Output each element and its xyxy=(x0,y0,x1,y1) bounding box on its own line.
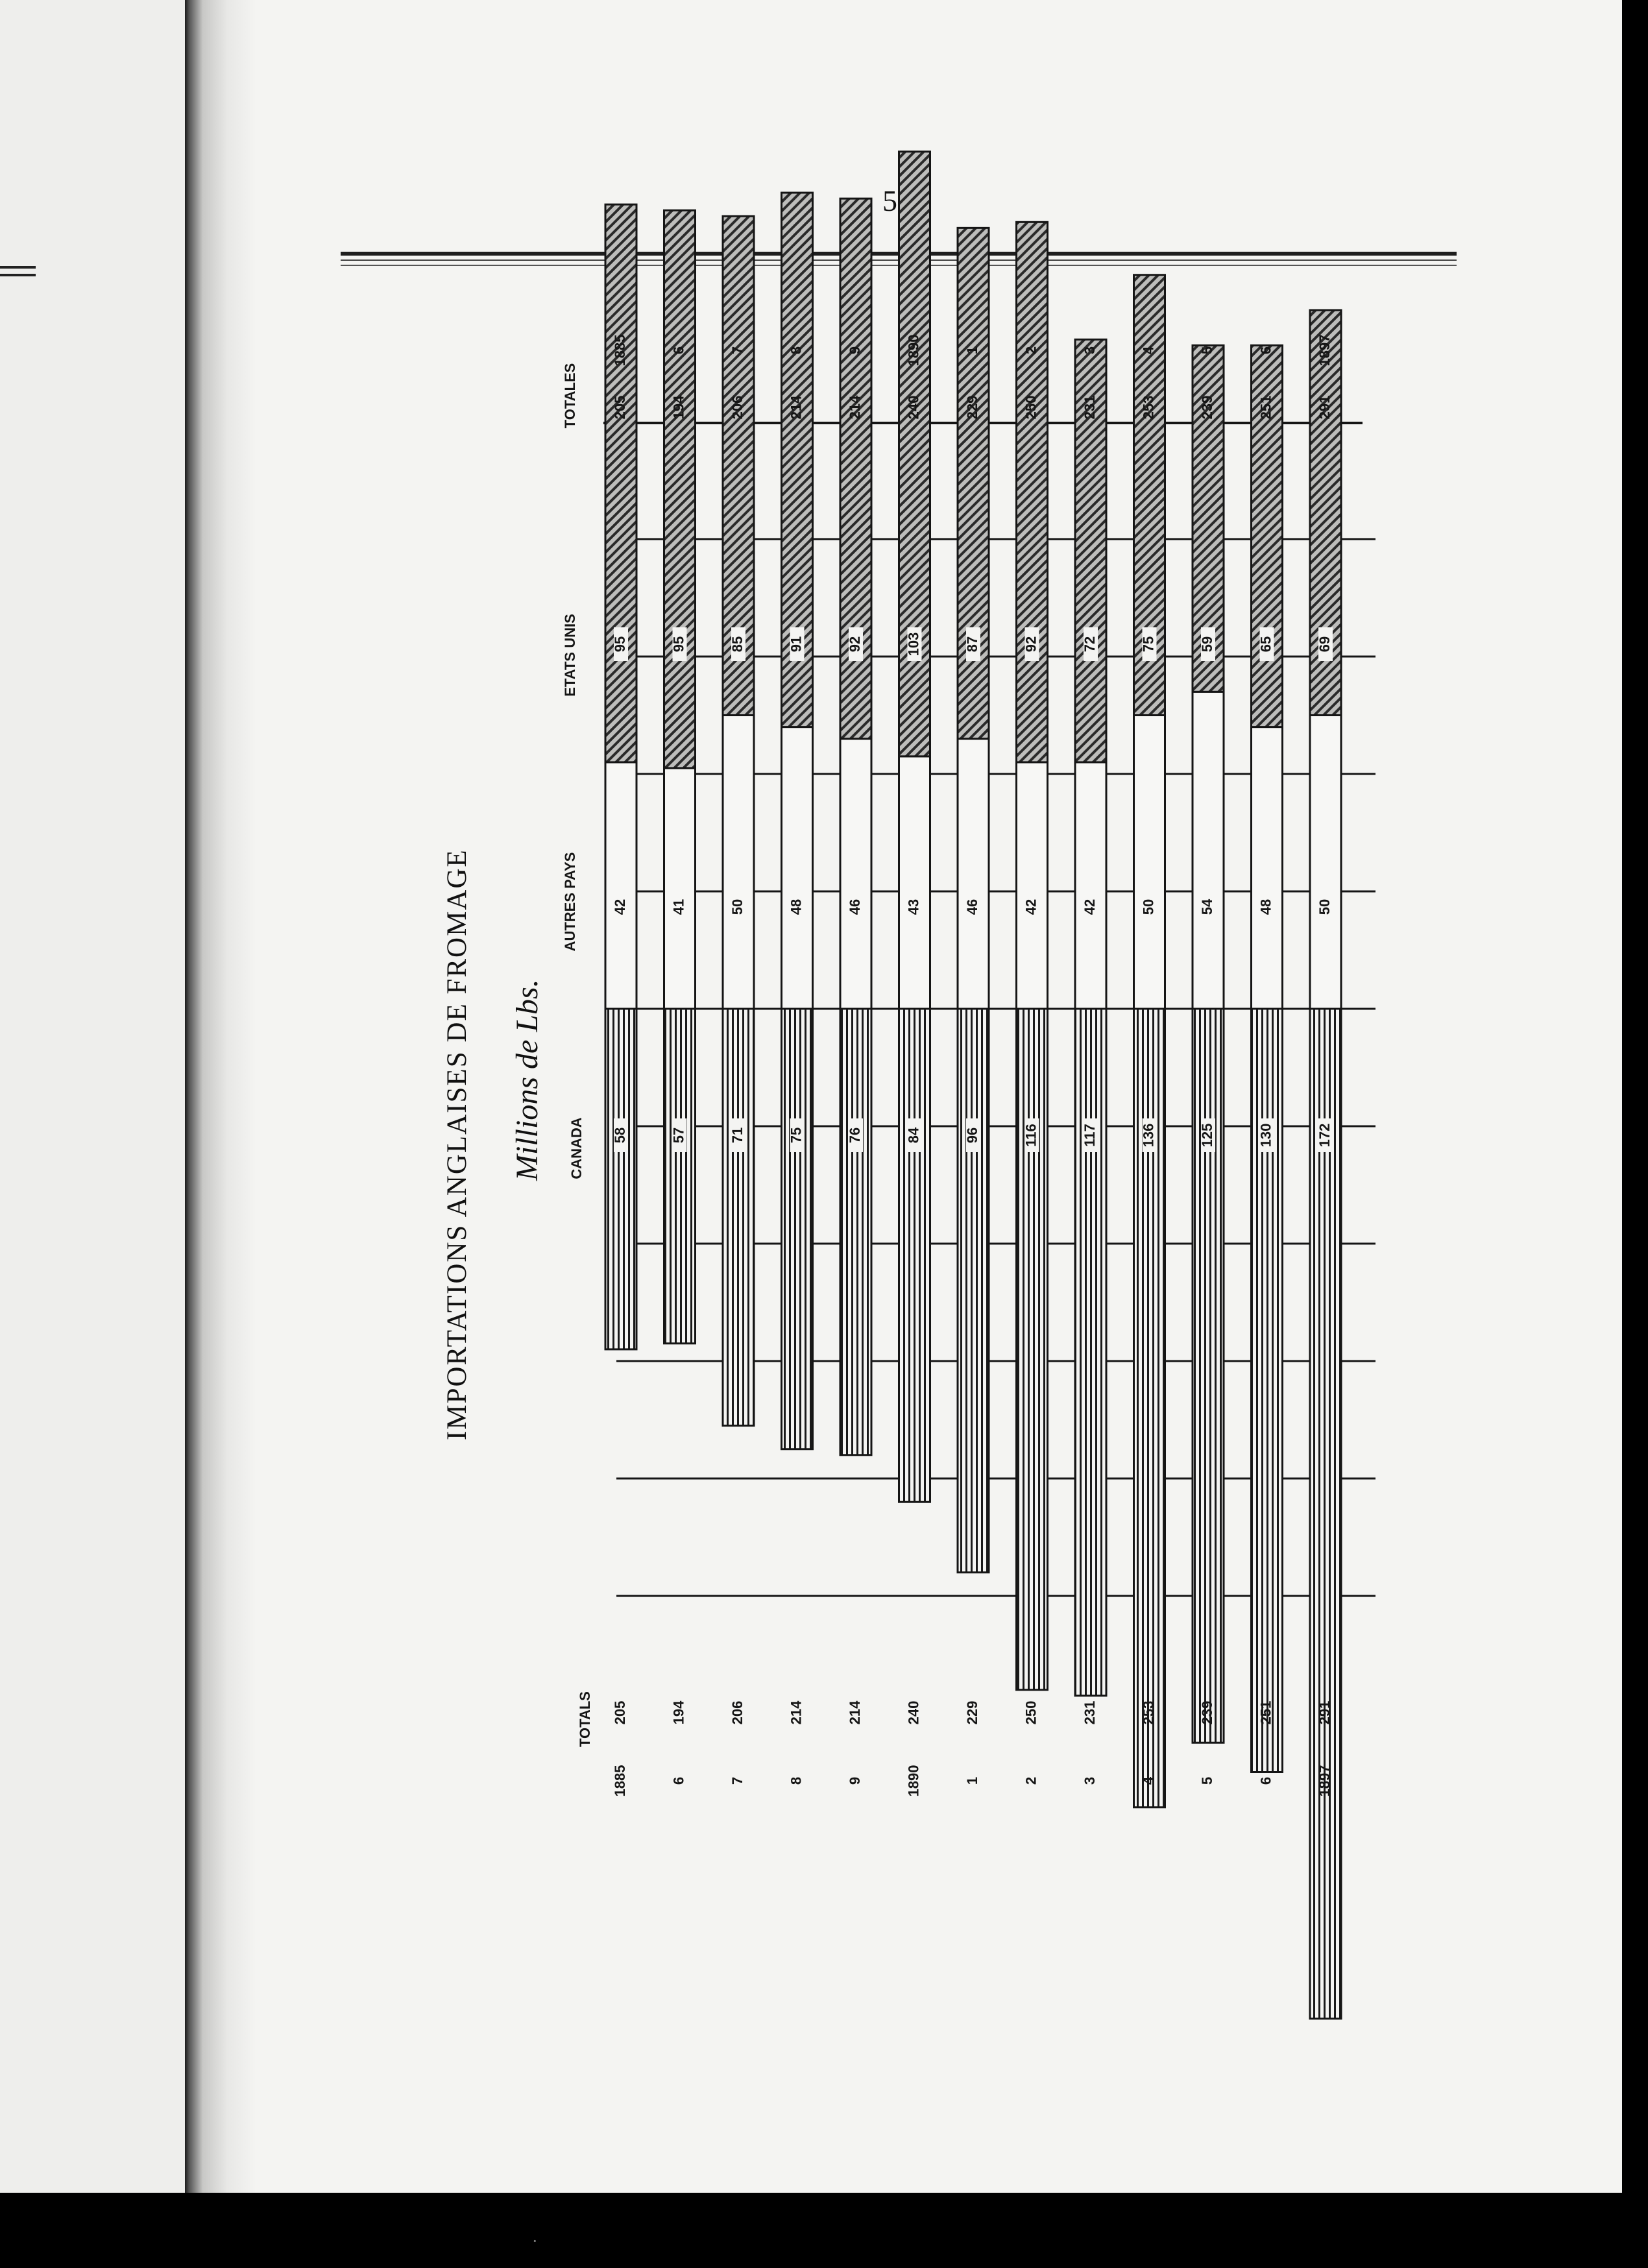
bar-canada xyxy=(899,1009,930,1502)
bar-canada xyxy=(605,1009,636,1349)
bar-autres-pays xyxy=(782,727,813,1009)
legend-autres-pays: AUTRES PAYS xyxy=(561,852,578,952)
total-bottom-label: 250 xyxy=(1023,1700,1039,1725)
autres-pays-value-label: 42 xyxy=(1081,899,1098,915)
page-number: 5 xyxy=(882,184,897,217)
total-top-label: 240 xyxy=(905,395,922,420)
total-top-label: 205 xyxy=(611,395,628,420)
etats-unis-value-label: 65 xyxy=(1257,636,1274,653)
bar-autres-pays xyxy=(899,756,930,1009)
autres-pays-value-label: 50 xyxy=(1316,899,1333,915)
year-top-label: 1885 xyxy=(611,334,628,367)
year-bottom-label: 3 xyxy=(1081,1776,1098,1785)
canada-value-label: 96 xyxy=(963,1127,980,1144)
total-top-label: 250 xyxy=(1023,395,1039,420)
autres-pays-value-label: 41 xyxy=(670,899,687,915)
year-top-label: 9 xyxy=(846,346,863,355)
total-bottom-label: 253 xyxy=(1140,1700,1157,1725)
bar-etats-unis xyxy=(605,204,636,762)
etats-unis-value-label: 91 xyxy=(788,636,805,653)
year-top-label: 3 xyxy=(1081,346,1098,355)
chart-subtitle: Millions de Lbs. xyxy=(510,979,544,1181)
autres-pays-value-label: 54 xyxy=(1198,899,1215,915)
year-top-label: 2 xyxy=(1023,346,1039,355)
year-top-label: 6 xyxy=(670,346,687,355)
bar-autres-pays xyxy=(664,768,696,1009)
totals-header-bottom: TOTALS xyxy=(576,1691,593,1747)
etats-unis-value-label: 72 xyxy=(1081,636,1098,653)
canada-value-label: 117 xyxy=(1081,1124,1098,1147)
bar-canada xyxy=(1075,1009,1106,1696)
bar-canada xyxy=(723,1009,754,1426)
total-top-label: 231 xyxy=(1081,395,1098,420)
total-top-label: 239 xyxy=(1198,395,1215,420)
bar-canada xyxy=(958,1009,989,1573)
year-top-label: 4 xyxy=(1140,346,1157,355)
autres-pays-value-label: 48 xyxy=(1257,899,1274,915)
bar-canada xyxy=(782,1009,813,1449)
total-top-label: 214 xyxy=(788,395,805,420)
total-bottom-label: 194 xyxy=(670,1700,687,1725)
bar-autres-pays xyxy=(840,739,871,1009)
total-bottom-label: 214 xyxy=(788,1700,805,1725)
etats-unis-value-label: 69 xyxy=(1316,636,1333,653)
total-top-label: 214 xyxy=(846,395,863,420)
year-bottom-label: 1885 xyxy=(611,1765,628,1797)
year-top-label: 1897 xyxy=(1316,334,1333,367)
legend-canada: CANADA xyxy=(568,1117,585,1179)
etats-unis-value-label: 92 xyxy=(1023,636,1039,653)
etats-unis-value-label: 59 xyxy=(1198,636,1215,653)
year-top-label: 1 xyxy=(963,346,980,355)
autres-pays-value-label: 46 xyxy=(963,899,980,915)
year-bottom-label: 5 xyxy=(1198,1776,1215,1785)
bar-autres-pays xyxy=(1310,716,1341,1009)
year-top-label: 6 xyxy=(1257,346,1274,355)
autres-pays-value-label: 50 xyxy=(1140,899,1157,915)
canada-value-label: 58 xyxy=(611,1127,628,1144)
legend-etats-unis: ETATS UNIS xyxy=(561,614,578,697)
totals-header-top: TOTALES xyxy=(561,363,578,429)
canada-value-label: 130 xyxy=(1257,1123,1274,1148)
bar-canada xyxy=(1017,1009,1048,1690)
bar-autres-pays xyxy=(723,716,754,1009)
bar-autres-pays xyxy=(1134,716,1165,1009)
total-top-label: 253 xyxy=(1140,395,1157,420)
total-top-label: 229 xyxy=(963,395,980,420)
year-bottom-label: 1897 xyxy=(1316,1765,1333,1797)
year-top-label: 5 xyxy=(1198,346,1215,355)
total-top-label: 206 xyxy=(729,395,745,420)
year-bottom-label: 1 xyxy=(963,1776,980,1785)
total-bottom-label: 291 xyxy=(1316,1700,1333,1725)
bar-canada xyxy=(664,1009,696,1344)
bar-etats-unis xyxy=(1017,222,1048,762)
bar-autres-pays xyxy=(1252,727,1283,1009)
total-top-label: 291 xyxy=(1316,395,1333,420)
canada-value-label: 76 xyxy=(846,1127,863,1144)
autres-pays-value-label: 50 xyxy=(729,899,745,915)
total-bottom-label: 239 xyxy=(1198,1700,1215,1725)
bar-autres-pays xyxy=(958,739,989,1009)
year-bottom-label: 9 xyxy=(846,1776,863,1785)
etats-unis-value-label: 75 xyxy=(1140,636,1157,653)
autres-pays-value-label: 43 xyxy=(905,899,922,915)
total-bottom-label: 240 xyxy=(905,1700,922,1725)
etats-unis-value-label: 103 xyxy=(905,632,922,657)
autres-pays-value-label: 48 xyxy=(788,899,805,915)
scan-mark: · xyxy=(532,2232,538,2250)
year-bottom-label: 6 xyxy=(670,1776,687,1785)
total-bottom-label: 251 xyxy=(1257,1700,1274,1725)
etats-unis-value-label: 92 xyxy=(846,636,863,653)
autres-pays-value-label: 46 xyxy=(846,899,863,915)
canada-value-label: 57 xyxy=(670,1127,687,1144)
etats-unis-value-label: 87 xyxy=(963,636,980,653)
total-top-label: 194 xyxy=(670,395,687,420)
year-bottom-label: 6 xyxy=(1257,1776,1274,1785)
year-top-label: 7 xyxy=(729,346,745,355)
etats-unis-value-label: 95 xyxy=(611,636,628,653)
year-bottom-label: 2 xyxy=(1023,1776,1039,1785)
bar-etats-unis xyxy=(664,210,696,768)
bar-etats-unis xyxy=(958,228,989,738)
canada-value-label: 172 xyxy=(1316,1123,1333,1148)
canada-value-label: 116 xyxy=(1023,1124,1039,1147)
bar-autres-pays xyxy=(605,762,636,1009)
year-bottom-label: 8 xyxy=(788,1776,805,1785)
year-bottom-label: 4 xyxy=(1140,1776,1157,1785)
year-top-label: 8 xyxy=(788,346,805,355)
bar-autres-pays xyxy=(1075,762,1106,1009)
bar-etats-unis xyxy=(899,152,930,756)
bar-autres-pays xyxy=(1017,762,1048,1009)
year-top-label: 1890 xyxy=(905,334,922,367)
total-bottom-label: 231 xyxy=(1081,1700,1098,1725)
autres-pays-value-label: 42 xyxy=(1023,899,1039,915)
canada-value-label: 136 xyxy=(1140,1123,1157,1148)
bar-autres-pays xyxy=(1193,692,1224,1009)
bar-canada xyxy=(1310,1009,1341,2019)
total-bottom-label: 229 xyxy=(963,1700,980,1725)
total-bottom-label: 205 xyxy=(611,1700,628,1725)
total-top-label: 251 xyxy=(1257,395,1274,420)
total-bottom-label: 206 xyxy=(729,1700,745,1725)
canada-value-label: 71 xyxy=(729,1127,745,1144)
total-bottom-label: 214 xyxy=(846,1700,863,1725)
chart-title: IMPORTATIONS ANGLAISES DE FROMAGE xyxy=(442,849,472,1440)
bar-canada xyxy=(840,1009,871,1455)
canada-value-label: 75 xyxy=(788,1127,805,1144)
etats-unis-value-label: 95 xyxy=(670,636,687,653)
canada-value-label: 125 xyxy=(1198,1123,1215,1148)
autres-pays-value-label: 42 xyxy=(611,899,628,915)
etats-unis-value-label: 85 xyxy=(729,636,745,653)
year-bottom-label: 7 xyxy=(729,1776,745,1785)
year-bottom-label: 1890 xyxy=(905,1765,922,1797)
canada-value-label: 84 xyxy=(905,1127,922,1144)
